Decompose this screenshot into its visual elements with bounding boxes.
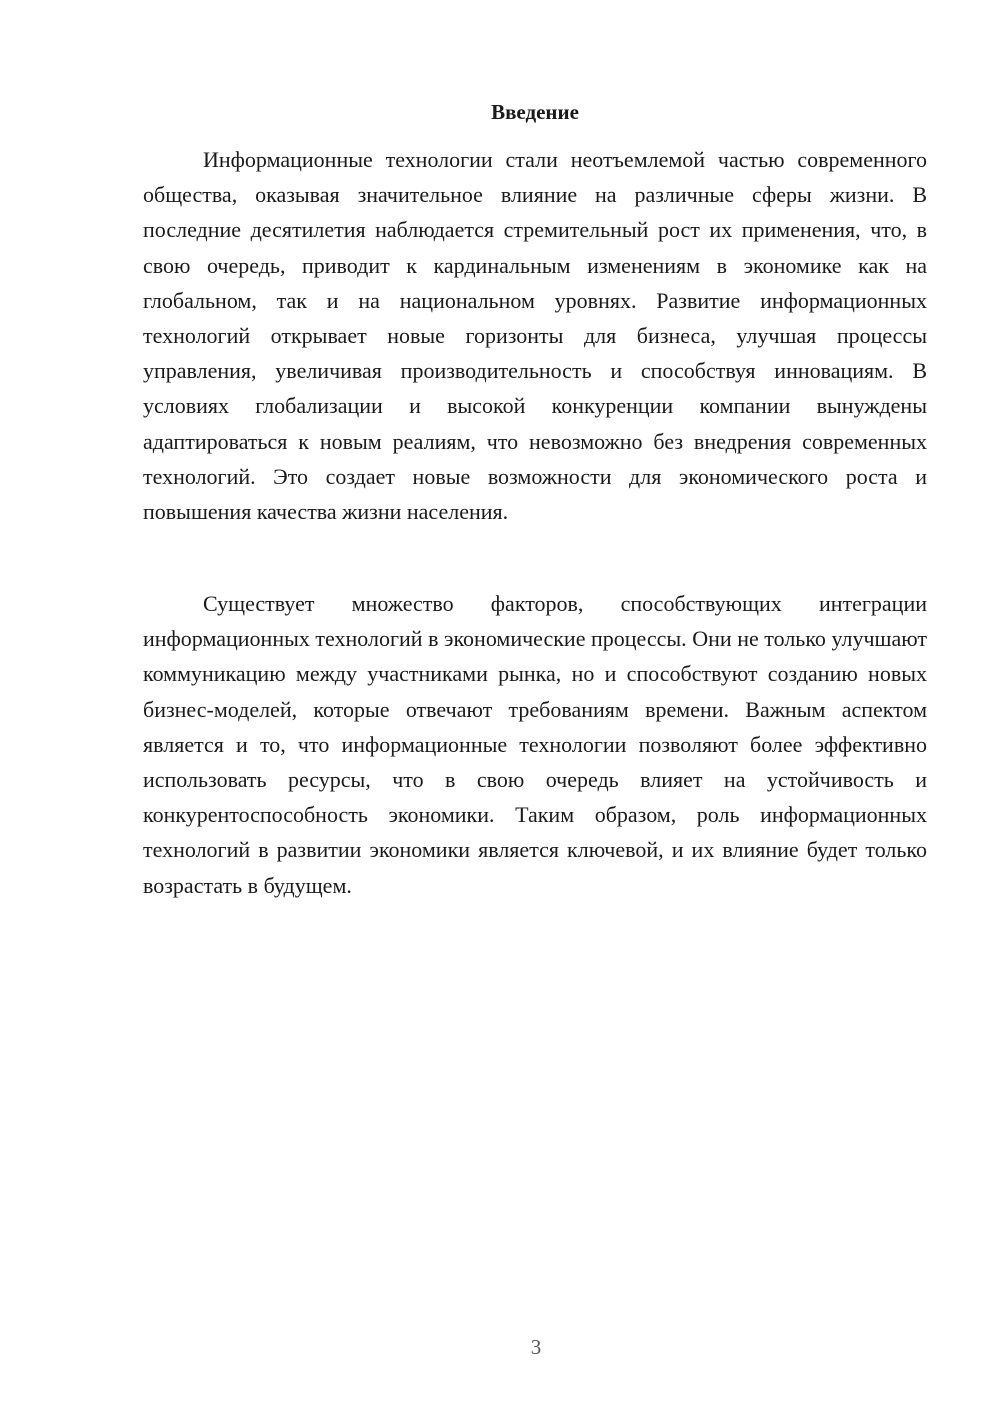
paragraph-2: Существует множество факторов, способствующих интеграции информационных технологий в экономические процессы. Они не только улучшают коммуникацию между участниками рынка, но и способствуют созданию новых бизнес-моделей, которые отвечают требованиям времени. Важным аспектом является и то, что информационные технологии позволяют более эффективно использовать ресурсы, что в свою очередь влияет на устойчивость и конкурентоспособность экономики. Таким образом, роль информационных технологий в развитии экономики является ключевой, и их влияние будет только возрастать в будущем. <box>143 591 927 898</box>
section-heading: Введение <box>491 100 579 124</box>
paragraph-1: Информационные технологии стали неотъемлемой частью современного общества, оказывая значительное влияние на различные сферы жизни. В последние десятилетия наблюдается стремительный рост их применения, что, в свою очередь, приводит к кардинальным изменениям в экономике как на глобальном, так и на национальном уровнях. Развитие информационных технологий открывает новые горизонты для бизнеса, улучшая процессы управления, увеличивая производительность и способствуя инновациям. В условиях глобализации и высокой конкуренции компании вынуждены адаптироваться к новым реалиям, что невозможно без внедрения современных технологий. Это создает новые возможности для экономического роста и повышения качества жизни населения. <box>143 147 927 525</box>
page-number: 3 <box>530 1335 542 1359</box>
